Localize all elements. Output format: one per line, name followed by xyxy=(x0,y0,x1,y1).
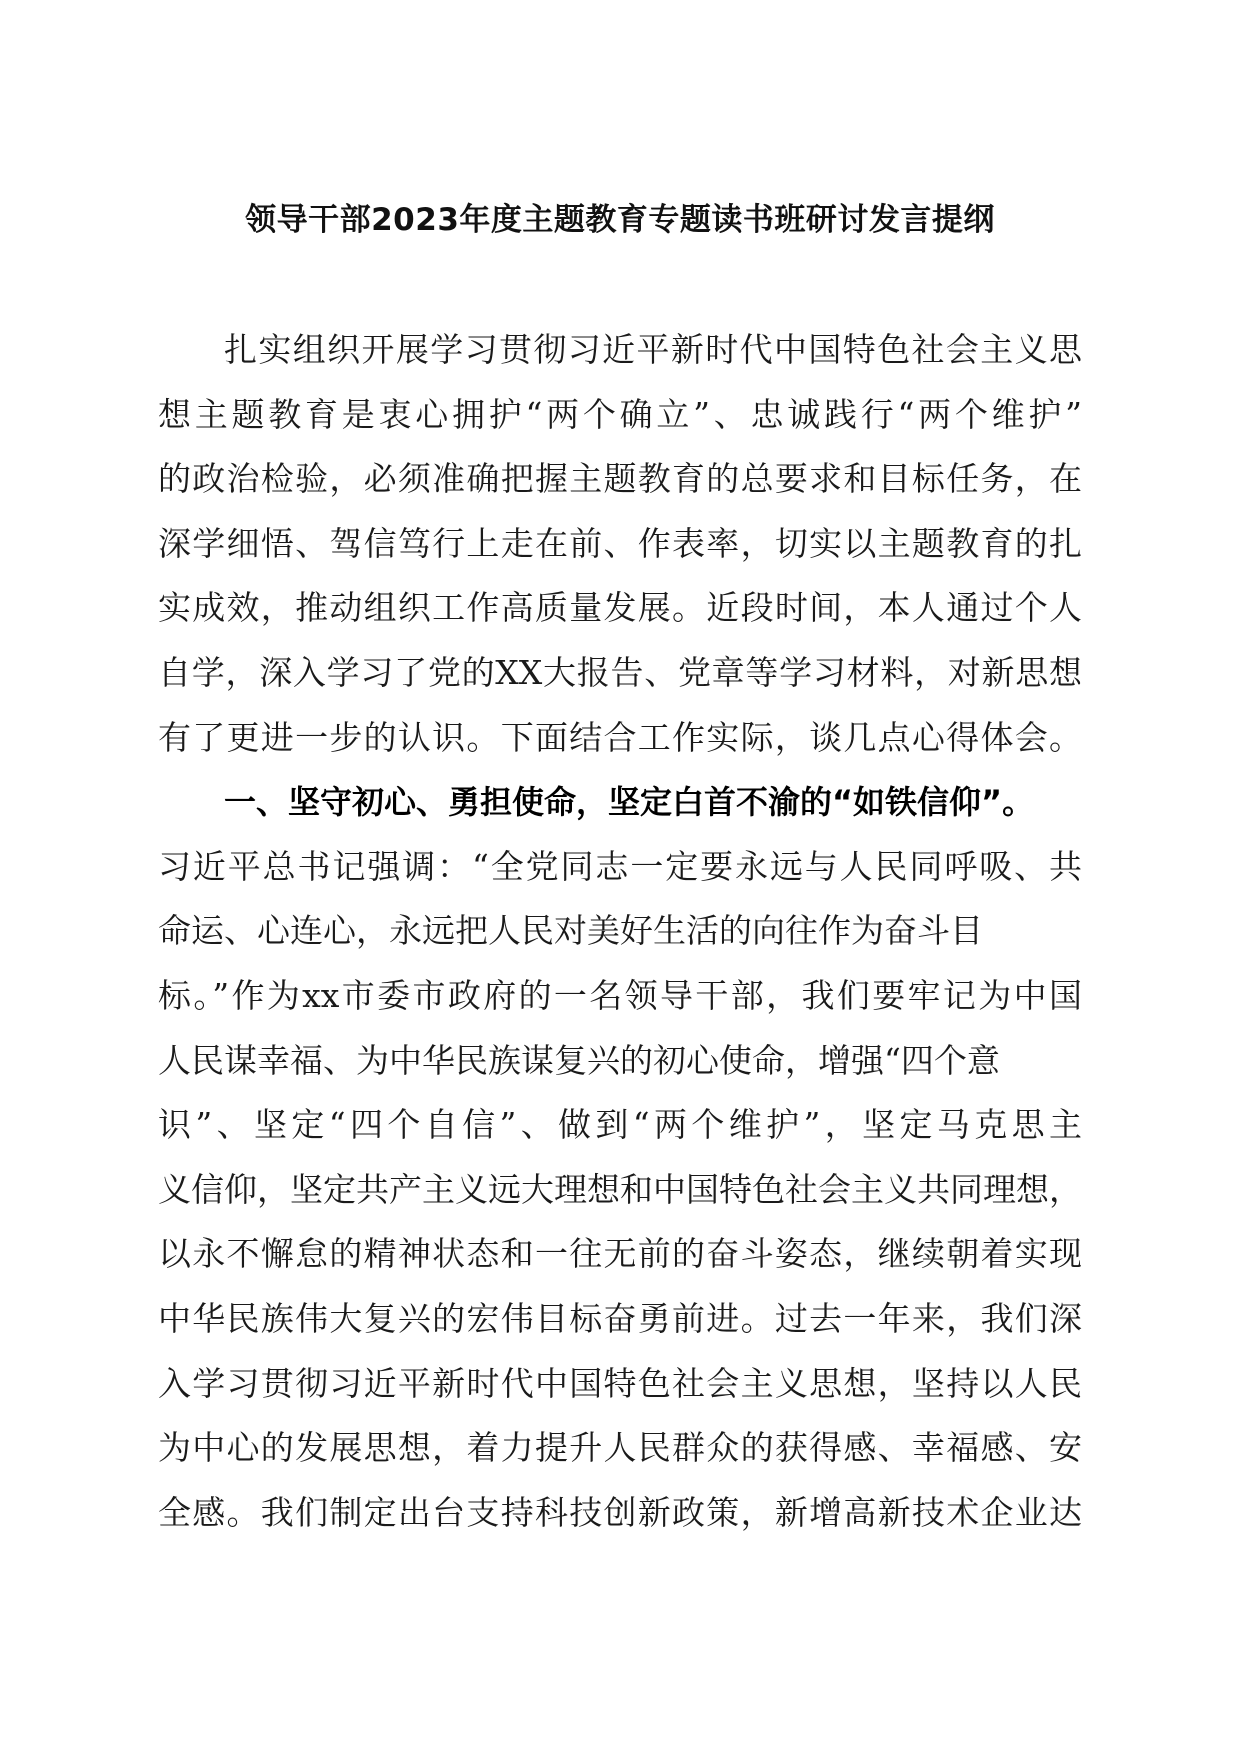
document-body xyxy=(158,318,1082,1545)
paragraph-line: 命运、心连心，永远把人民对美好生活的向往作为奋斗目 xyxy=(158,911,983,951)
section-heading-line: 一、坚守初心、勇担使命，坚定白首不渝的“如铁信仰”。 xyxy=(224,783,1035,822)
paragraph-line: 义信仰，坚定共产主义远大理想和中国特色社会主义共同理想， xyxy=(158,1169,1082,1209)
paragraph-line: 有了更进一步的认识。下面结合工作实际，谈几点心得体会。 xyxy=(158,717,1082,757)
paragraph-line: 入学习贯彻习近平新时代中国特色社会主义思想，坚持以人民 xyxy=(158,1363,1082,1403)
paragraph-line: 深学细悟、驾信笃行上走在前、作表率，切实以主题教育的扎 xyxy=(158,523,1082,563)
paragraph-line: 实成效，推动组织工作高质量发展。近段时间，本人通过个人 xyxy=(158,588,1082,628)
paragraph-line: 扎实组织开展学习贯彻习近平新时代中国特色社会主义思 xyxy=(224,330,1082,369)
paragraph-line: 自学，深入学习了党的XX大报告、党章等学习材料，对新思想 xyxy=(158,652,1082,692)
paragraph-line: 习近平总书记强调：“全党同志一定要永远与人民同呼吸、共 xyxy=(158,846,1082,886)
paragraph-line: 全感。我们制定出台支持科技创新政策，新增高新技术企业达 xyxy=(158,1492,1082,1532)
paragraph-line: 想主题教育是衷心拥护“两个确立”、忠诚践行“两个维护” xyxy=(158,394,1082,434)
paragraph-line: 为中心的发展思想，着力提升人民群众的获得感、幸福感、安 xyxy=(158,1428,1082,1468)
paragraph-line: 中华民族伟大复兴的宏伟目标奋勇前进。过去一年来，我们深 xyxy=(158,1298,1082,1338)
paragraph-line: 标。”作为xx市委市政府的一名领导干部，我们要牢记为中国 xyxy=(158,975,1082,1015)
document-title: 领导干部2023年度主题教育专题读书班研讨发言提纲 xyxy=(245,202,995,238)
paragraph-line: 的政治检验，必须准确把握主题教育的总要求和目标任务，在 xyxy=(158,459,1082,499)
paragraph-line: 人民谋幸福、为中华民族谋复兴的初心使命，增强“四个意 xyxy=(158,1040,1000,1080)
paragraph-line: 识”、坚定“四个自信”、做到“两个维护”，坚定马克思主 xyxy=(158,1105,1082,1145)
paragraph-line: 以永不懈怠的精神状态和一往无前的奋斗姿态，继续朝着实现 xyxy=(158,1234,1082,1274)
